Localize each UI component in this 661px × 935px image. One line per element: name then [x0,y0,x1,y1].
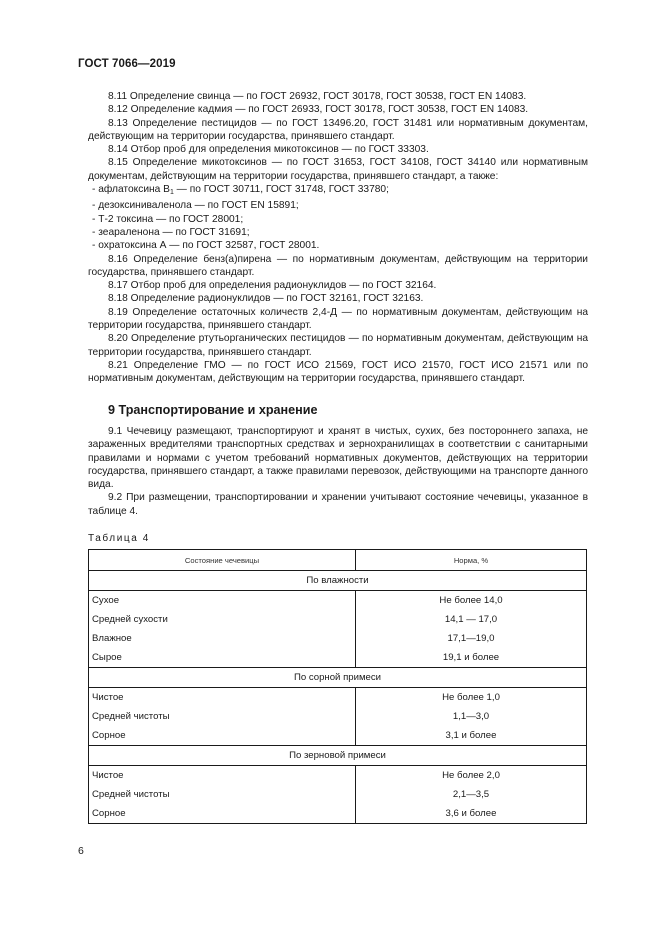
paragraph: 8.19 Определение остаточных количеств 2,4-Д — по нормативным документам, действующим на территории государства, принявшего стандарт. [88,306,588,332]
paragraph-9-1: 9.1 Чечевицу размещают, транспортируют и хранят в чистых, сухих, без постороннего запаха, не зараженных вредителями транспортных средствах и зернохранилищах в соответствии с санитарными правилами и нормами с учетом требований нормативных документов, действующих на территории государства, принявшего стандарт, а также правилами перевозок, действующими на транспорте данного вида. [88,426,588,491]
list-item: - дезоксиниваленола — по ГОСТ EN 15891; [92,200,299,212]
table-row [89,726,587,746]
table-group-row [89,571,587,591]
norm-cell: Не более 1,0 [356,688,587,708]
paragraph: 8.12 Определение кадмия — по ГОСТ 26933, ГОСТ 30178, ГОСТ 30538, ГОСТ EN 14083. [108,104,529,116]
table-group-row [89,668,587,688]
section-9-body [88,425,588,518]
table-header-row [89,550,587,571]
state-cell: Влажное [89,629,356,648]
state-cell: Сорное [89,726,356,746]
group-title: По влажности [89,571,587,591]
list-item: - охратоксина А — по ГОСТ 32587, ГОСТ 28001. [92,240,320,252]
table-4 [88,549,587,824]
column-header-norm: Норма, % [356,550,587,571]
state-cell: Чистое [89,766,356,786]
section-8-continuation [88,90,588,386]
table-row [89,610,587,629]
paragraph: 8.17 Отбор проб для определения радионуклидов — по ГОСТ 32164. [108,280,437,292]
page-number: 6 [78,845,84,857]
column-header-state: Состояние чечевицы [89,550,356,571]
norm-cell: 19,1 и более [356,648,587,668]
state-cell: Сырое [89,648,356,668]
norm-cell: 1,1—3,0 [356,707,587,726]
state-cell: Средней чистоты [89,785,356,804]
paragraph-9-2: 9.2 При размещении, транспортировании и хранении учитывают состояние чечевицы, указанное в таблице 4. [88,492,588,517]
state-cell: Средней сухости [89,610,356,629]
table-row [89,629,587,648]
table-row [89,785,587,804]
list-item: - зеараленона — по ГОСТ 31691; [92,226,250,238]
norm-cell: Не более 2,0 [356,766,587,786]
paragraph: 8.18 Определение радионуклидов — по ГОСТ 32161, ГОСТ 32163. [108,293,424,305]
paragraph: 8.15 Определение микотоксинов — по ГОСТ 31653, ГОСТ 34108, ГОСТ 34140 или нормативным документам, действующим на территории государства, принявшего стандарт, а также: [88,157,588,182]
norm-cell: 2,1—3,5 [356,785,587,804]
state-cell: Сорное [89,804,356,824]
table-row [89,707,587,726]
state-cell: Средней чистоты [89,707,356,726]
paragraph: 8.14 Отбор проб для определения микотоксинов — по ГОСТ 33303. [108,144,429,156]
section-9-heading: 9 Транспортирование и хранение [108,403,318,417]
table-group-row [89,746,587,766]
table-row [89,688,587,708]
paragraph: 8.21 Определение ГМО — по ГОСТ ИСО 21569, ГОСТ ИСО 21570, ГОСТ ИСО 21571 или по нормативным документам, действующим на территории государства, принявшего стандарт. [88,359,588,385]
table-row [89,648,587,668]
list-item: - афлатоксина $B_1$ — по ГОСТ 30711, ГОСТ 31748, ГОСТ 33780; [92,184,389,197]
state-cell: Чистое [89,688,356,708]
norm-cell: Не более 14,0 [356,591,587,611]
paragraph: 8.16 Определение бенз(а)пирена — по нормативным документам, действующим на территории государства, принявшего стандарт. [88,253,588,278]
group-title: По зерновой примеси [89,746,587,766]
paragraph: 8.11 Определение свинца — по ГОСТ 26932, ГОСТ 30178, ГОСТ 30538, ГОСТ EN 14083. [108,91,527,102]
table-row [89,766,587,786]
norm-cell: 17,1—19,0 [356,629,587,648]
paragraph: 8.13 Определение пестицидов — по ГОСТ 13496.20, ГОСТ 31481 или нормативным документам, действующим на территории государства, принявшего стандарт. [88,117,588,142]
table-row [89,591,587,611]
list-item: - Т-2 токсина — по ГОСТ 28001; [92,213,244,225]
table-row [89,804,587,824]
paragraph: 8.20 Определение ртутьорганических пестицидов — по нормативным документам, действующим на территории государства, принявшего стандарт. [88,333,588,358]
norm-cell: 3,1 и более [356,726,587,746]
state-cell: Сухое [89,591,356,611]
norm-cell: 14,1 — 17,0 [356,610,587,629]
document-header-code: ГОСТ 7066—2019 [78,58,176,70]
table-4-caption: Таблица 4 [88,533,150,544]
group-title: По сорной примеси [89,668,587,688]
norm-cell: 3,6 и более [356,804,587,824]
